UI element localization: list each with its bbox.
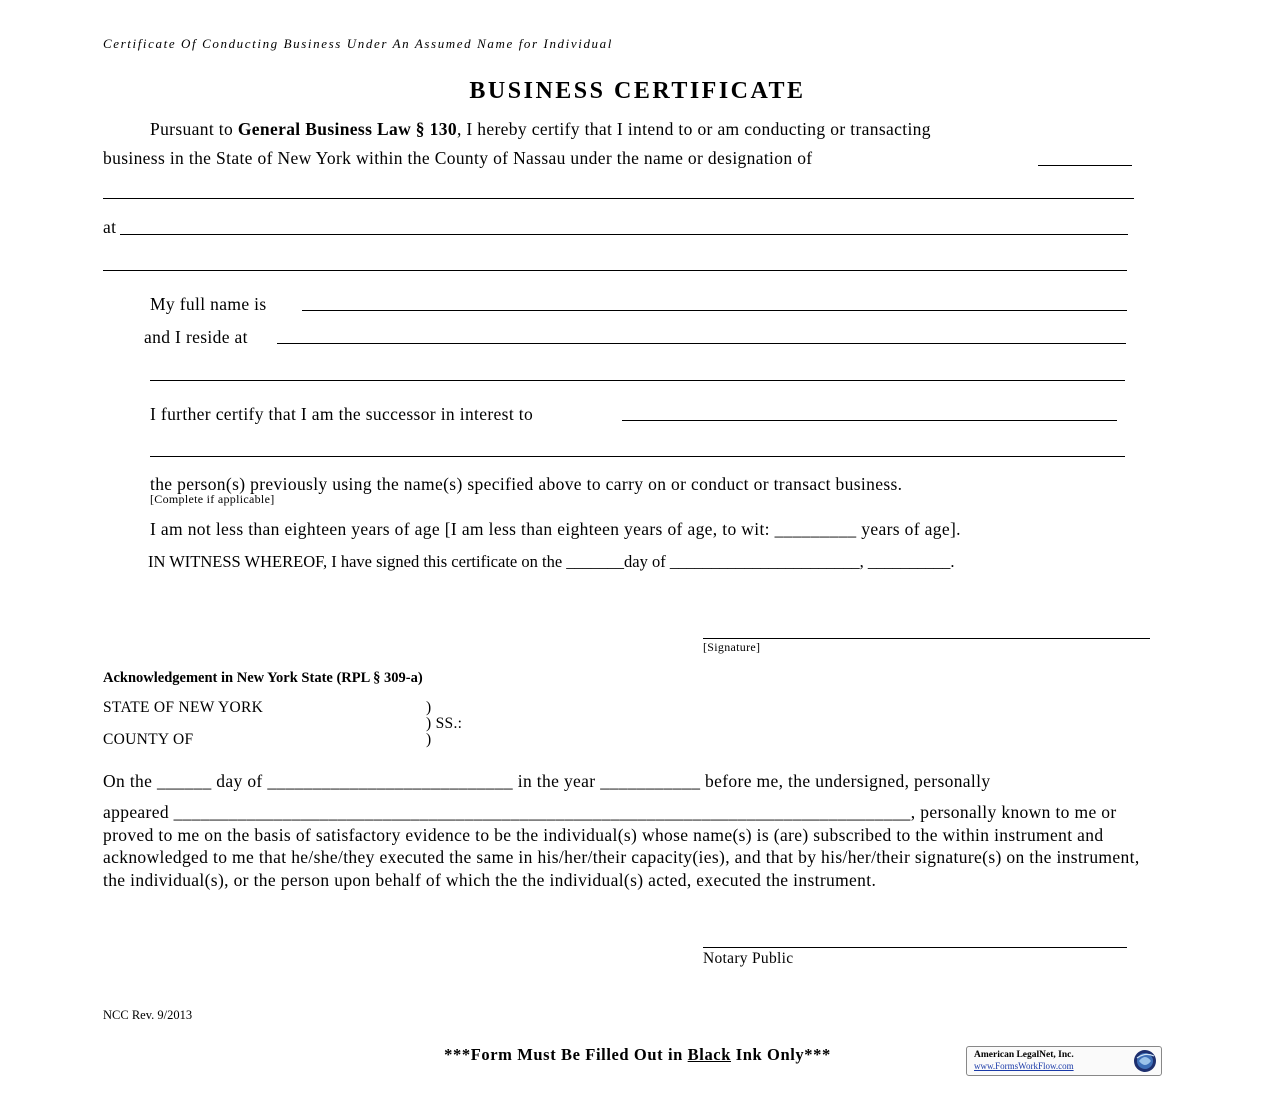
law-citation: General Business Law § 130 bbox=[237, 119, 457, 139]
business-name-field[interactable] bbox=[1038, 165, 1132, 166]
witness-statement: IN WITNESS WHEREOF, I have signed this certificate on the _______day of _______________________, __________. bbox=[148, 552, 955, 571]
form-header-note: Certificate Of Conducting Business Under An Assumed Name for Individual bbox=[103, 36, 613, 51]
state-label: STATE OF NEW YORK bbox=[103, 699, 264, 716]
notary-signature-field[interactable] bbox=[703, 947, 1127, 948]
logo-url-link[interactable]: www.FormsWorkFlow.com bbox=[974, 1061, 1074, 1071]
intro-line-1 bbox=[150, 119, 931, 140]
venue-paren-top: ) bbox=[426, 699, 432, 716]
globe-icon bbox=[1133, 1049, 1157, 1073]
age-statement: I am not less than eighteen years of age [I am less than eighteen years of age, to wit: _________ years of age]. bbox=[150, 519, 961, 539]
intro-rest: , I hereby certify that I intend to or am conducting or transacting bbox=[456, 119, 931, 139]
residence-field-cont[interactable] bbox=[150, 380, 1125, 381]
publisher-logo[interactable] bbox=[966, 1046, 1162, 1076]
logo-company-name: American LegalNet, Inc. bbox=[974, 1050, 1074, 1060]
page-title: BUSINESS CERTIFICATE bbox=[469, 78, 806, 104]
business-name-field-cont[interactable] bbox=[103, 198, 1134, 199]
notary-label: Notary Public bbox=[703, 950, 794, 967]
business-address-field[interactable] bbox=[120, 234, 1128, 235]
ink-warning-emphasis: Black bbox=[687, 1045, 731, 1064]
signature-field[interactable] bbox=[703, 638, 1150, 639]
successor-label: I further certify that I am the successor in interest to bbox=[150, 404, 534, 424]
intro-line-2: business in the State of New York within the County of Nassau under the name or designation of bbox=[103, 148, 813, 168]
intro-prefix: Pursuant to bbox=[150, 119, 238, 139]
full-name-field[interactable] bbox=[302, 310, 1127, 311]
acknowledgement-paragraph: appeared _________________________________________________________________________________, personally known to me or proved to me on the basis of satisfactory evidence to be the individual(s) whose name(s) is (are) subscribed to the within instrument and acknowledged to me that he/she/they executed the same in his/her/their capacity(ies), and that by his/her/their signature(s) on the instrument, the individual(s), or the person upon behalf of which the the individual(s) acted, executed the instrument. bbox=[103, 802, 1140, 890]
ink-warning-post: Ink Only*** bbox=[731, 1045, 831, 1064]
acknowledgement-heading: Acknowledgement in New York State (RPL § 309-a) bbox=[103, 670, 423, 686]
full-name-label: My full name is bbox=[150, 294, 267, 314]
previous-persons-text: the person(s) previously using the name(s) specified above to carry on or conduct or transact business. bbox=[150, 474, 903, 494]
residence-field[interactable] bbox=[277, 343, 1126, 344]
reside-label: and I reside at bbox=[144, 327, 248, 347]
county-label: COUNTY OF bbox=[103, 731, 194, 748]
successor-field[interactable] bbox=[622, 420, 1117, 421]
signature-label: [Signature] bbox=[703, 640, 761, 654]
successor-field-cont[interactable] bbox=[150, 456, 1125, 457]
venue-paren-bottom: ) bbox=[426, 731, 432, 748]
ink-warning-pre: ***Form Must Be Filled Out in bbox=[444, 1045, 688, 1064]
business-address-field-cont[interactable] bbox=[103, 270, 1127, 271]
acknowledgement-date-line: On the ______ day of ___________________________ in the year ___________ before me, the undersigned, personally bbox=[103, 771, 991, 791]
at-label: at bbox=[103, 217, 117, 237]
ss-label: ) SS.: bbox=[426, 715, 463, 732]
complete-if-applicable-note: [Complete if applicable] bbox=[150, 492, 275, 506]
revision-note: NCC Rev. 9/2013 bbox=[103, 1008, 193, 1022]
